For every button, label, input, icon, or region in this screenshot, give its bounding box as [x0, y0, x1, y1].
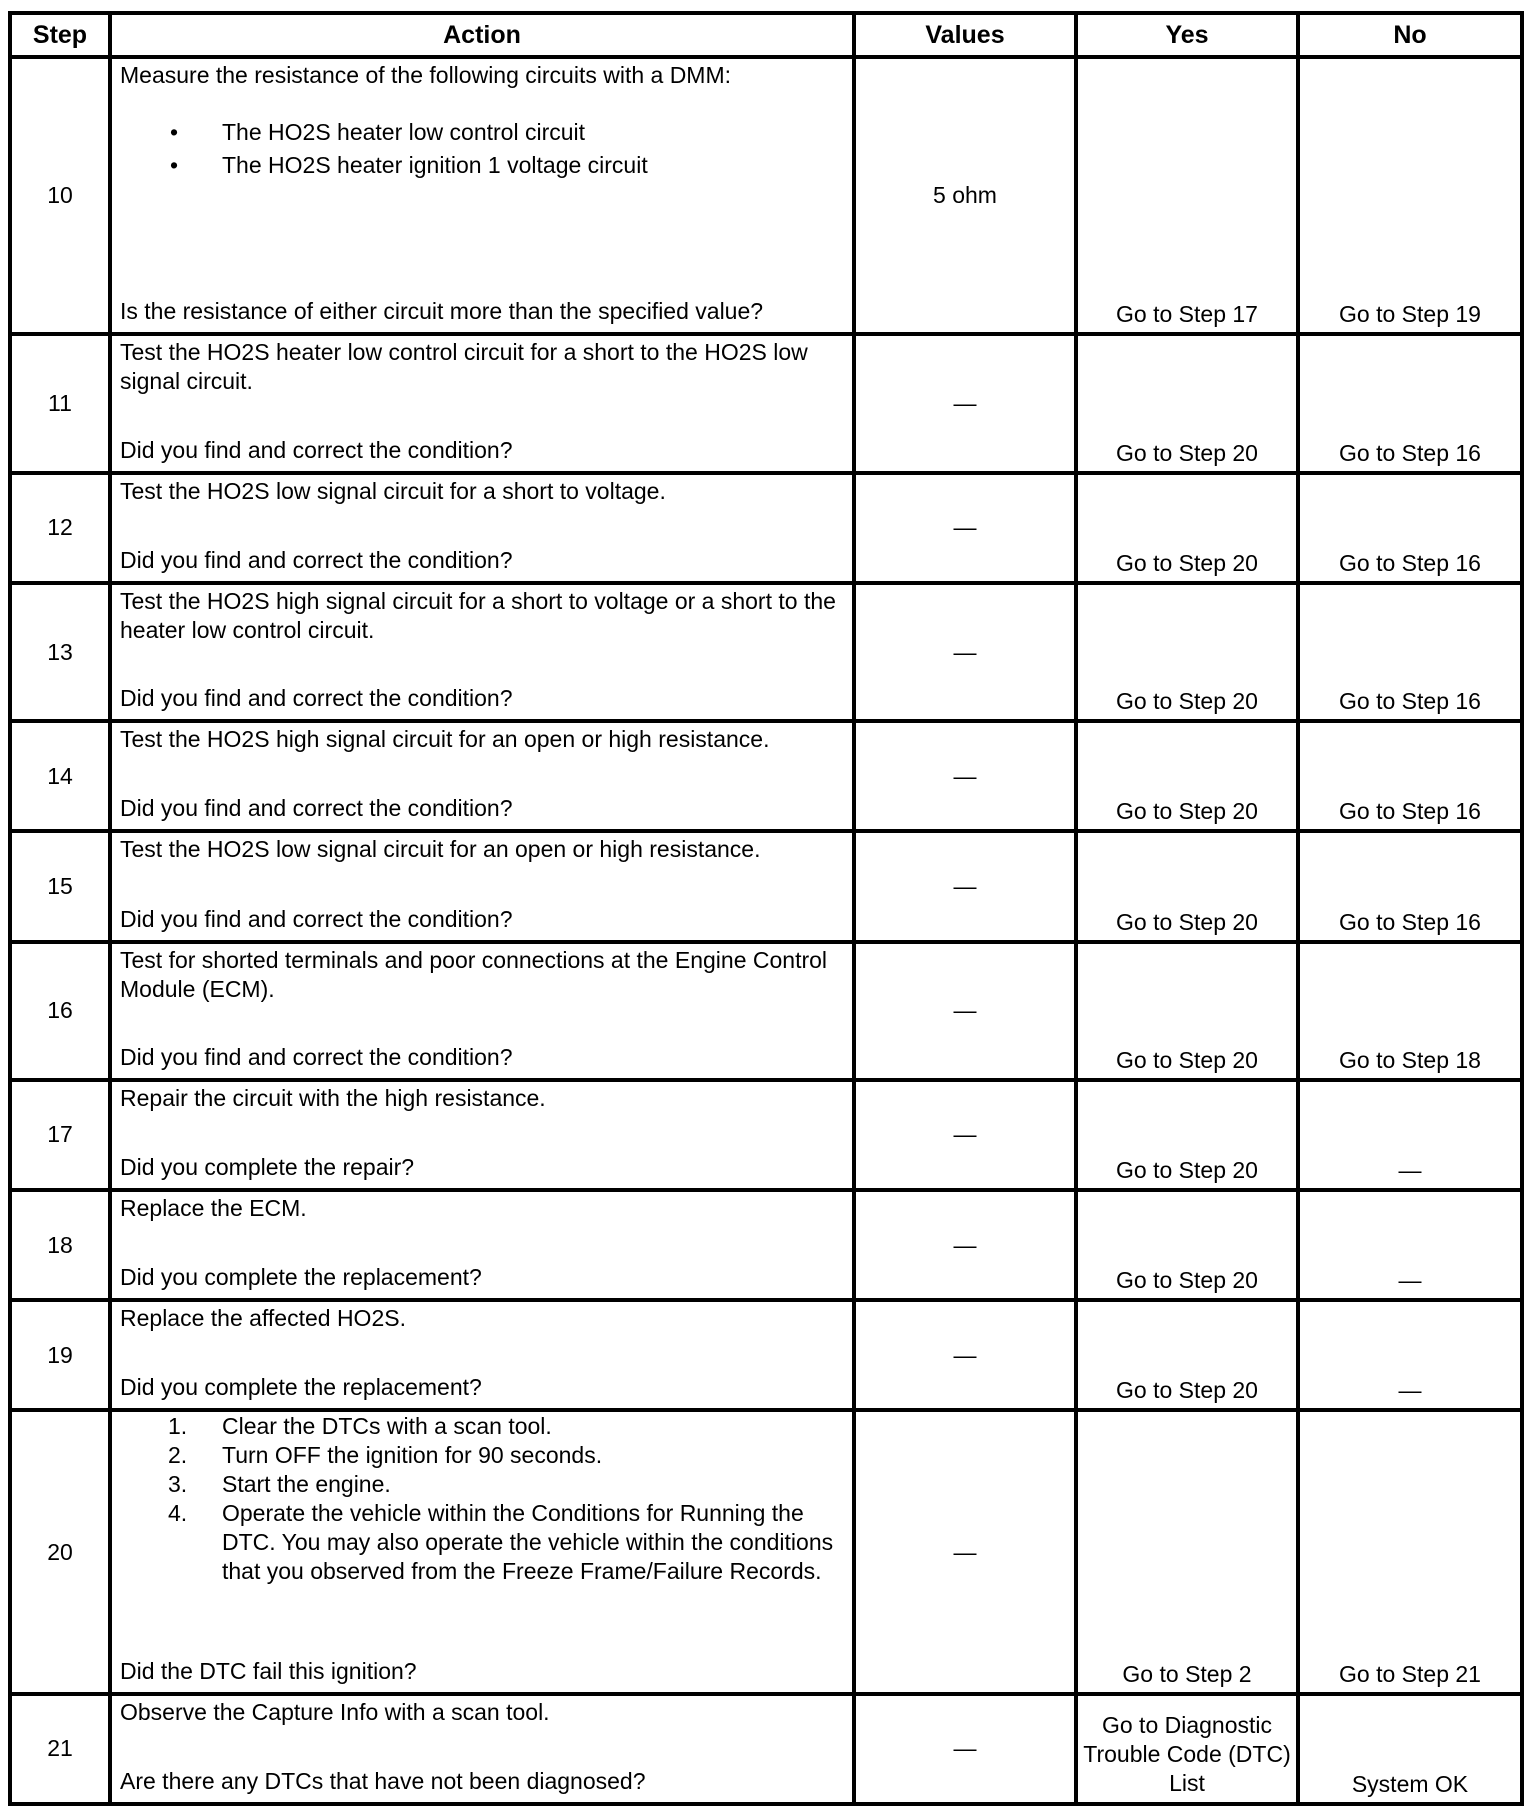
- diagnostic-table: [8, 11, 1524, 1806]
- value-cell: 5 ohm: [854, 57, 1076, 334]
- action-cell: [110, 334, 854, 472]
- action-text: Replace the ECM.: [120, 1194, 307, 1221]
- list-text: Operate the vehicle within the Conditions for Running the DTC. You may also operate the vehicle within the conditions that you observed from the Freeze Frame/Failure Records.: [222, 1500, 834, 1585]
- action-text: Test the HO2S low signal circuit for a short to voltage.: [120, 477, 666, 504]
- action-question: Did you find and correct the condition?: [120, 1043, 513, 1070]
- yes-link[interactable]: Go to Step 20: [1076, 831, 1298, 941]
- action-text: Observe the Capture Info with a scan tool.: [120, 1698, 550, 1725]
- header-step: Step: [10, 13, 110, 57]
- action-question: Are there any DTCs that have not been diagnosed?: [120, 1768, 646, 1794]
- step-number: 18: [10, 1190, 110, 1300]
- action-question: Did you complete the replacement?: [120, 1264, 482, 1291]
- action-text: Test the HO2S high signal circuit for an open or high resistance.: [120, 726, 770, 753]
- value-cell: —: [854, 1300, 1076, 1410]
- value-cell: —: [854, 1080, 1076, 1190]
- action-text: Replace the affected HO2S.: [120, 1305, 406, 1332]
- bullet-list: [120, 116, 844, 182]
- step-number: 12: [10, 473, 110, 583]
- action-cell: [110, 1080, 854, 1190]
- step-number: 15: [10, 831, 110, 941]
- list-number: 4.: [168, 1500, 188, 1527]
- table-row: [10, 942, 1522, 1080]
- table-row: [10, 721, 1522, 831]
- yes-link[interactable]: Go to Step 20: [1076, 334, 1298, 472]
- list-text: Start the engine.: [222, 1471, 391, 1498]
- numbered-list: [120, 1412, 844, 1586]
- list-item: [120, 1499, 844, 1586]
- list-item: [120, 1441, 844, 1470]
- action-cell: [110, 473, 854, 583]
- header-yes: Yes: [1076, 13, 1298, 57]
- value-cell: —: [854, 1190, 1076, 1300]
- step-number: 10: [10, 57, 110, 334]
- value-cell: —: [854, 334, 1076, 472]
- step-number: 13: [10, 583, 110, 721]
- action-cell: [110, 831, 854, 941]
- action-text: Test for shorted terminals and poor connections at the Engine Control Module (ECM).: [120, 946, 828, 1002]
- action-cell: [110, 1694, 854, 1804]
- table-row: [10, 1190, 1522, 1300]
- table-row: [10, 473, 1522, 583]
- no-link[interactable]: Go to Step 16: [1298, 473, 1522, 583]
- table-row: [10, 1300, 1522, 1410]
- yes-link[interactable]: Go to Step 20: [1076, 942, 1298, 1080]
- list-number: 2.: [168, 1442, 188, 1469]
- no-link[interactable]: Go to Step 21: [1298, 1410, 1522, 1693]
- step-number: 16: [10, 942, 110, 1080]
- no-value: —: [1298, 1080, 1522, 1190]
- action-text: Test the HO2S low signal circuit for an open or high resistance.: [120, 836, 761, 863]
- table-row: [10, 1080, 1522, 1190]
- header-action: Action: [110, 13, 854, 57]
- header-no: No: [1298, 13, 1522, 57]
- step-number: 14: [10, 721, 110, 831]
- yes-link[interactable]: Go to Step 20: [1076, 1300, 1298, 1410]
- list-item: • The HO2S heater low control circuit: [120, 116, 844, 149]
- action-question: Did you find and correct the condition?: [120, 685, 513, 712]
- list-item: [120, 1470, 844, 1499]
- step-number: 17: [10, 1080, 110, 1190]
- value-cell: —: [854, 1694, 1076, 1804]
- action-question: Did you complete the replacement?: [120, 1374, 482, 1401]
- value-cell: —: [854, 1410, 1076, 1693]
- value-cell: —: [854, 831, 1076, 941]
- yes-link[interactable]: Go to Step 20: [1076, 473, 1298, 583]
- action-question: Did you find and correct the condition?: [120, 546, 513, 573]
- step-number: 21: [10, 1694, 110, 1804]
- list-number: 3.: [168, 1471, 188, 1498]
- action-cell: [110, 583, 854, 721]
- table-row: [10, 334, 1522, 472]
- table-row: [10, 57, 1522, 334]
- no-value: System OK: [1298, 1694, 1522, 1804]
- action-cell: [110, 942, 854, 1080]
- action-cell: [110, 1300, 854, 1410]
- action-text: Repair the circuit with the high resistance.: [120, 1084, 546, 1111]
- action-question: Did you find and correct the condition?: [120, 795, 513, 822]
- action-question: Is the resistance of either circuit more than the specified value?: [120, 298, 764, 325]
- step-number: 11: [10, 334, 110, 472]
- no-link[interactable]: Go to Step 16: [1298, 583, 1522, 721]
- yes-link[interactable]: Go to Step 20: [1076, 1080, 1298, 1190]
- action-question: Did you find and correct the condition?: [120, 905, 513, 932]
- no-link[interactable]: Go to Step 16: [1298, 721, 1522, 831]
- list-number: 1.: [168, 1413, 188, 1440]
- header-row: [10, 13, 1522, 57]
- action-cell: [110, 1410, 854, 1693]
- yes-link[interactable]: Go to Step 20: [1076, 1190, 1298, 1300]
- action-question: Did you find and correct the condition?: [120, 436, 513, 463]
- action-text: Test the HO2S high signal circuit for a short to voltage or a short to the heater low control circuit.: [120, 587, 836, 643]
- table-row: [10, 583, 1522, 721]
- action-question: Did the DTC fail this ignition?: [120, 1657, 417, 1684]
- value-cell: —: [854, 583, 1076, 721]
- no-value: —: [1298, 1190, 1522, 1300]
- list-item: • The HO2S heater ignition 1 voltage circuit: [120, 149, 844, 182]
- no-link[interactable]: Go to Step 16: [1298, 831, 1522, 941]
- yes-link[interactable]: Go to Step 20: [1076, 583, 1298, 721]
- no-link[interactable]: Go to Step 18: [1298, 942, 1522, 1080]
- yes-link[interactable]: Go to Step 2: [1076, 1410, 1298, 1693]
- table-row: [10, 1410, 1522, 1693]
- no-link[interactable]: Go to Step 19: [1298, 57, 1522, 334]
- yes-link[interactable]: Go to Step 17: [1076, 57, 1298, 334]
- step-number: 20: [10, 1410, 110, 1693]
- header-values: Values: [854, 13, 1076, 57]
- action-text: Test the HO2S heater low control circuit for a short to the HO2S low signal circuit.: [120, 339, 808, 395]
- list-item: [120, 1412, 844, 1441]
- yes-link[interactable]: Go to Step 20: [1076, 721, 1298, 831]
- no-value: —: [1298, 1300, 1522, 1410]
- value-cell: —: [854, 942, 1076, 1080]
- list-text: Turn OFF the ignition for 90 seconds.: [222, 1442, 603, 1469]
- action-cell: [110, 1190, 854, 1300]
- table-row: [10, 831, 1522, 941]
- value-cell: —: [854, 721, 1076, 831]
- value-cell: —: [854, 473, 1076, 583]
- action-cell: [110, 57, 854, 334]
- step-number: 19: [10, 1300, 110, 1410]
- no-link[interactable]: Go to Step 16: [1298, 334, 1522, 472]
- table-row: [10, 1694, 1522, 1804]
- action-cell: [110, 721, 854, 831]
- action-question: Did you complete the repair?: [120, 1153, 415, 1180]
- yes-link[interactable]: Go to Diagnostic Trouble Code (DTC) List: [1076, 1694, 1298, 1804]
- action-text: Measure the resistance of the following circuits with a DMM:: [120, 62, 732, 88]
- list-text: Clear the DTCs with a scan tool.: [222, 1413, 552, 1440]
